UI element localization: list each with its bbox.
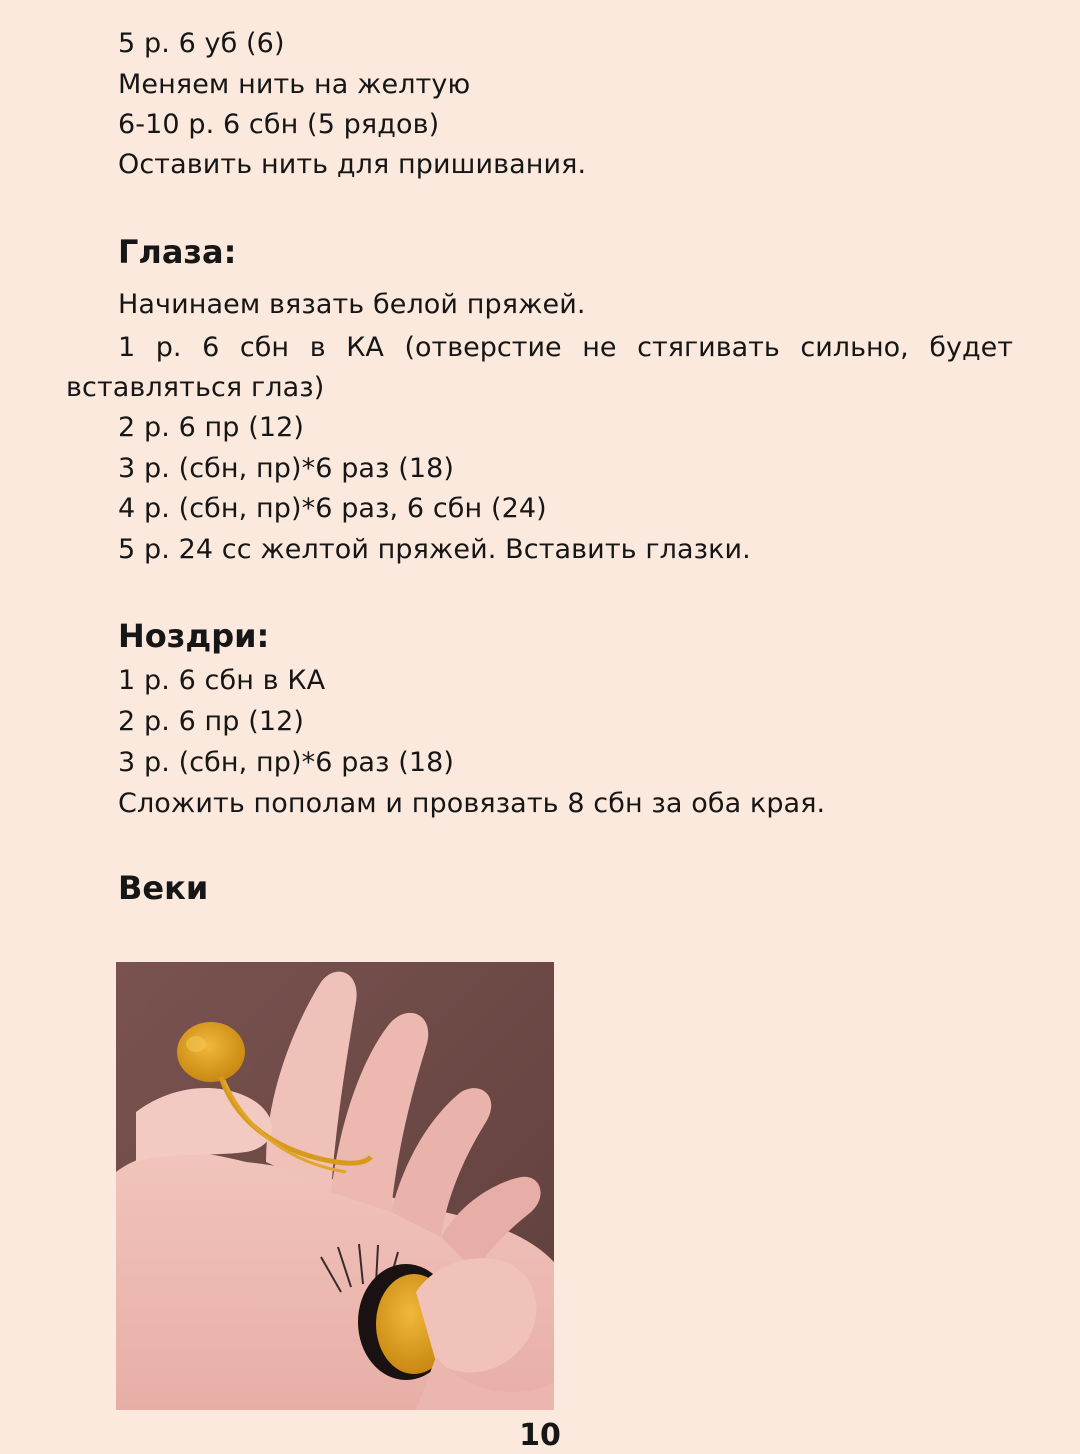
text-line-justified: 1 р. 6 сбн в КА (отверстие не стягивать сильно, будет xyxy=(118,332,1013,363)
section-heading-eyes: Глаза: xyxy=(118,233,237,271)
text-line: Меняем нить на желтую xyxy=(118,69,471,100)
text-line: Сложить пополам и провязать 8 сбн за оба края. xyxy=(118,788,826,819)
text-line: 3 р. (сбн, пр)*6 раз (18) xyxy=(118,747,455,778)
section-heading-nostrils: Ноздри: xyxy=(118,617,270,655)
text-line: 4 р. (сбн, пр)*6 раз, 6 сбн (24) xyxy=(118,493,547,524)
text-line: 2 р. 6 пр (12) xyxy=(118,412,305,443)
crochet-eyelid-photo xyxy=(116,962,554,1410)
text-line: Начинаем вязать белой пряжей. xyxy=(118,289,586,320)
text-line: Оставить нить для пришивания. xyxy=(118,149,587,180)
text-line: 1 р. 6 сбн в КА xyxy=(118,665,326,696)
text-line: 6-10 р. 6 сбн (5 рядов) xyxy=(118,109,440,140)
text-line: 5 р. 24 сс желтой пряжей. Вставить глазки. xyxy=(118,534,751,565)
section-heading-eyelids: Веки xyxy=(118,869,209,907)
page-number: 10 xyxy=(519,1418,561,1453)
text-line: 3 р. (сбн, пр)*6 раз (18) xyxy=(118,453,455,484)
text-line: 2 р. 6 пр (12) xyxy=(118,706,305,737)
text-line: 5 р. 6 уб (6) xyxy=(118,28,285,59)
text-line: вставляться глаз) xyxy=(66,372,325,403)
